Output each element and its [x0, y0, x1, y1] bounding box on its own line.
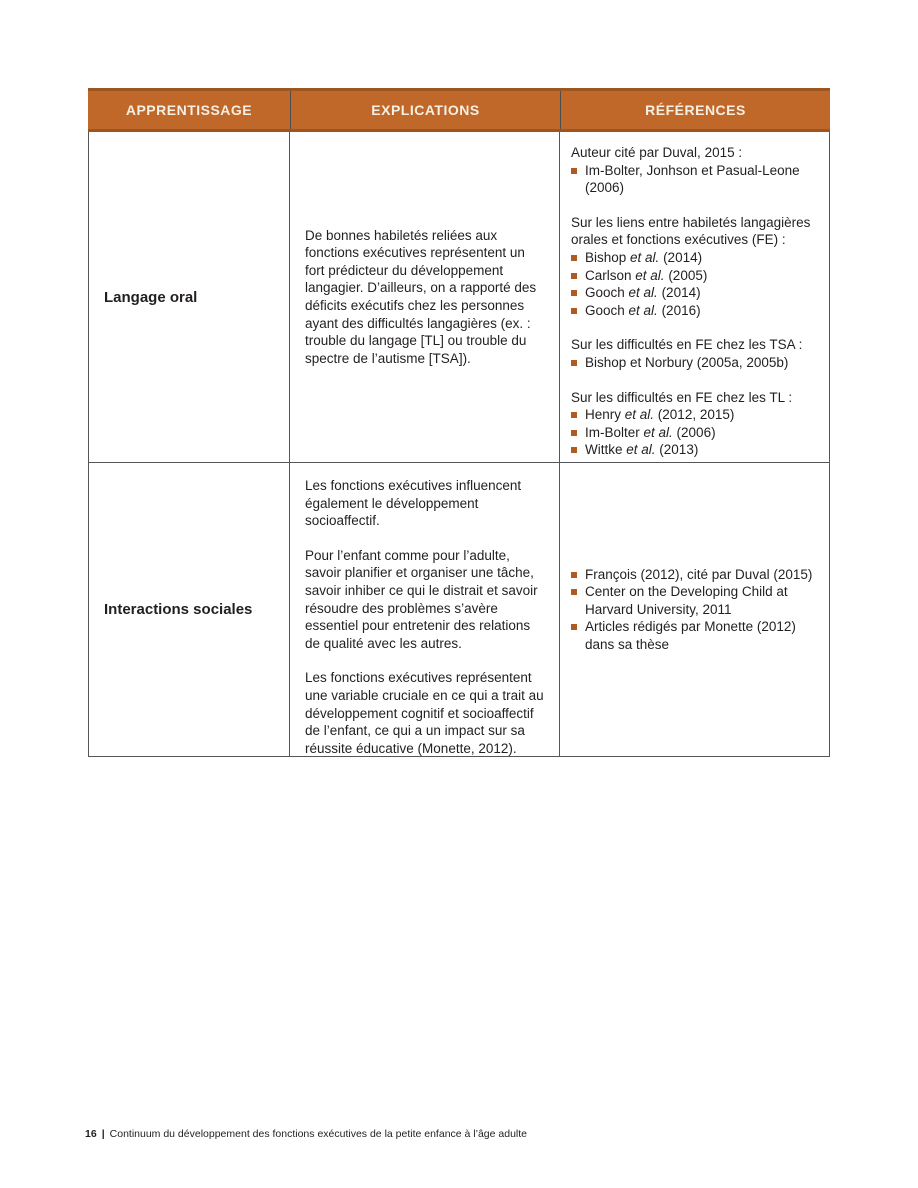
- learning-table: [88, 88, 830, 757]
- explications-cell: [290, 132, 560, 462]
- footer-separator: |: [101, 1128, 105, 1140]
- reference-item: Center on the Developing Child at Harvard University, 2011: [571, 583, 819, 618]
- reference-item: Wittke et al. (2013): [571, 441, 819, 459]
- bullet-square-icon: [571, 273, 577, 279]
- reference-item: Bishop et Norbury (2005a, 2005b): [571, 354, 819, 372]
- page-footer: [85, 1127, 527, 1141]
- explanation-paragraph: Les fonctions exécutives représentent une variable cruciale en ce qui a trait au développement cognitif et socioaffectif de l’enfant, ce qui a un impact sur sa réussite éducative (Monette, 2012).: [305, 670, 544, 756]
- page-number: 16: [85, 1128, 97, 1140]
- references-cell: [560, 463, 829, 756]
- reference-group-header: Sur les liens entre habiletés langagières orales et fonctions exécutives (FE) :: [571, 214, 811, 248]
- reference-item: Gooch et al. (2016): [571, 302, 819, 320]
- reference-item: Henry et al. (2012, 2015): [571, 406, 819, 424]
- column-header-references: RÉFÉRENCES: [560, 91, 830, 129]
- bullet-square-icon: [571, 360, 577, 366]
- column-header-apprentissage: APPRENTISSAGE: [125, 102, 253, 118]
- reference-item: Articles rédigés par Monette (2012) dans sa thèse: [571, 618, 819, 653]
- reference-group-header: Auteur cité par Duval, 2015 :: [571, 145, 743, 160]
- row-label: Interactions sociales: [104, 601, 253, 618]
- bullet-square-icon: [571, 447, 577, 453]
- apprentissage-cell: [89, 132, 290, 462]
- bullet-square-icon: [571, 430, 577, 436]
- column-header-explications: EXPLICATIONS: [290, 91, 560, 129]
- reference-item: François (2012), cité par Duval (2015): [571, 566, 819, 584]
- bullet-square-icon: [571, 572, 577, 578]
- reference-item: Im-Bolter et al. (2006): [571, 424, 819, 442]
- reference-item: Gooch et al. (2014): [571, 284, 819, 302]
- explanation-paragraph: Pour l’enfant comme pour l’adulte, savoir planifier et organiser une tâche, savoir inhiber ce qui le distrait et savoir résoudre des problèmes s’avère essentiel pour entretenir des relations de qualité avec les autres.: [305, 547, 538, 651]
- table-row-langage-oral: [89, 132, 829, 463]
- reference-group: [571, 214, 819, 320]
- reference-group: [571, 336, 819, 371]
- reference-group: [571, 389, 819, 459]
- apprentissage-cell: [89, 463, 290, 756]
- footer-title: Continuum du développement des fonctions exécutives de la petite enfance à l’âge adulte: [109, 1128, 528, 1140]
- reference-group: [571, 144, 819, 197]
- explications-cell: [290, 463, 560, 756]
- table-row-interactions-sociales: [89, 463, 829, 756]
- explanation-paragraph: De bonnes habiletés reliées aux fonctions exécutives représentent un fort prédicteur du développement langagier. D’ailleurs, on a rapporté des déficits exécutifs chez les personnes ayant des difficultés langagières (ex. : trouble du langage [TL] ou trouble du spectre de l’autisme [TSA]).: [305, 227, 537, 366]
- bullet-square-icon: [571, 308, 577, 314]
- explanation-paragraph: Les fonctions exécutives influencent également le développement socioaffectif.: [305, 478, 522, 529]
- bullet-square-icon: [571, 290, 577, 296]
- table-header-row: [88, 88, 830, 132]
- bullet-square-icon: [571, 168, 577, 174]
- bullet-square-icon: [571, 589, 577, 595]
- row-label: Langage oral: [104, 288, 198, 306]
- table-body: [88, 132, 830, 757]
- bullet-square-icon: [571, 412, 577, 418]
- reference-item: Im-Bolter, Jonhson et Pasual-Leone (2006): [571, 162, 819, 197]
- reference-item: Carlson et al. (2005): [571, 267, 819, 285]
- references-cell: [560, 132, 829, 462]
- bullet-square-icon: [571, 255, 577, 261]
- reference-item: Bishop et al. (2014): [571, 249, 819, 267]
- reference-group-header: Sur les difficultés en FE chez les TSA :: [571, 337, 803, 353]
- reference-group-header: Sur les difficultés en FE chez les TL :: [571, 389, 793, 405]
- reference-group: [571, 566, 819, 654]
- bullet-square-icon: [571, 624, 577, 630]
